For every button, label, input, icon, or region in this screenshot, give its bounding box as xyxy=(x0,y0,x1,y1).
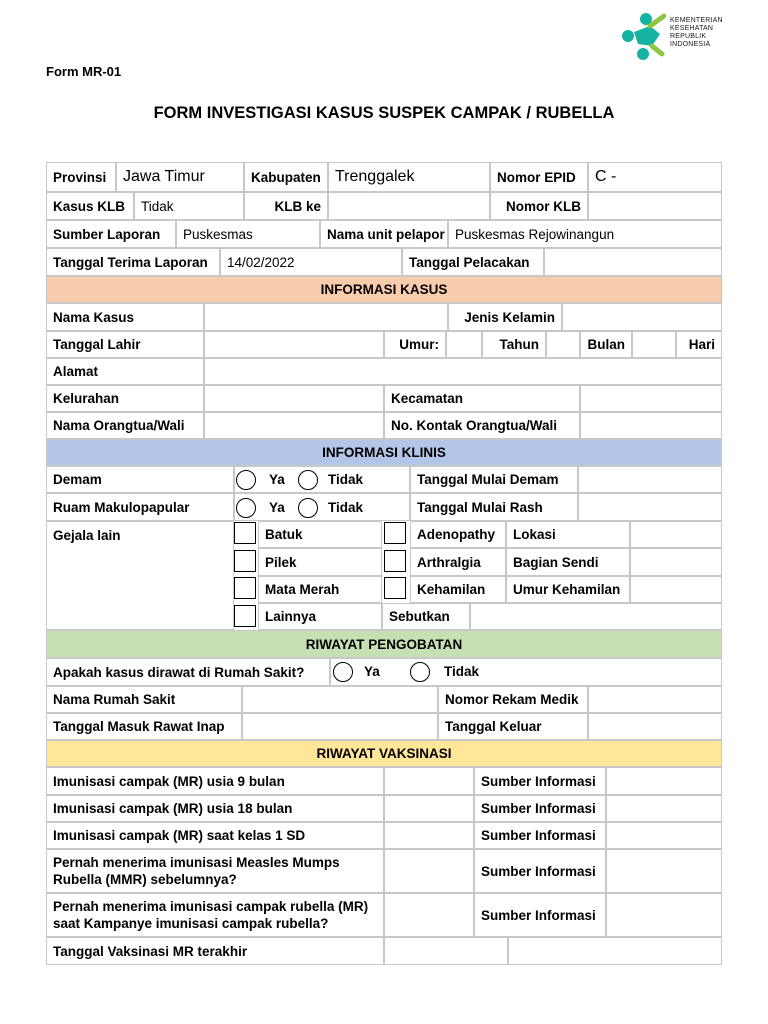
alamat-label: Alamat xyxy=(46,358,204,385)
demam-ya-label: Ya xyxy=(269,472,285,487)
batuk-label: Batuk xyxy=(258,521,382,548)
vaksin-mmr-label: Pernah menerima imunisasi Measles Mumps Rubella (MMR) sebelumnya? xyxy=(46,849,384,893)
orangtua-label: Nama Orangtua/Wali xyxy=(46,412,204,439)
tahun-label: Tahun xyxy=(482,331,546,358)
ruam-ya-label: Ya xyxy=(269,500,285,515)
umur-label: Umur: xyxy=(384,331,446,358)
unit-pelapor-field[interactable]: Puskesmas Rejowinangun xyxy=(448,220,722,248)
pilek-label: Pilek xyxy=(258,548,382,576)
alamat-field[interactable] xyxy=(204,358,722,385)
umur-kehamilan-label: Umur Kehamilan xyxy=(506,576,630,603)
vaksin-kampanye-label: Pernah menerima imunisasi campak rubella (MR) saat Kampanye imunisasi campak rubella? xyxy=(46,893,384,937)
sumber-laporan-field[interactable]: Puskesmas xyxy=(176,220,320,248)
hari-label: Hari xyxy=(676,331,722,358)
ruam-options xyxy=(234,493,410,521)
kabupaten-field[interactable]: Trenggalek xyxy=(328,162,490,192)
nomor-klb-field[interactable] xyxy=(588,192,722,220)
bagian-sendi-label: Bagian Sendi xyxy=(506,548,630,576)
logo-text: KEMENTERIAN KESEHATAN REPUBLIK INDONESIA xyxy=(670,17,723,48)
form-number: Form MR-01 xyxy=(46,64,122,79)
tanggal-lahir-label: Tanggal Lahir xyxy=(46,331,204,358)
dirawat-options xyxy=(330,658,722,686)
sumber-informasi-label: Sumber Informasi xyxy=(474,893,606,937)
kasus-klb-field[interactable]: Tidak xyxy=(134,192,244,220)
vaksin-18-bulan-label: Imunisasi campak (MR) usia 18 bulan xyxy=(46,795,384,822)
jenis-kelamin-field[interactable] xyxy=(562,303,722,331)
tanggal-pelacakan-field[interactable] xyxy=(544,248,722,276)
kecamatan-label: Kecamatan xyxy=(384,385,580,412)
tanggal-masuk-field[interactable] xyxy=(242,713,438,740)
epid-field[interactable]: C - xyxy=(588,162,722,192)
nama-kasus-label: Nama Kasus xyxy=(46,303,204,331)
rekam-medik-label: Nomor Rekam Medik xyxy=(438,686,588,713)
kehamilan-label: Kehamilan xyxy=(410,576,506,603)
mata-merah-checkbox[interactable] xyxy=(234,577,256,599)
mata-merah-label: Mata Merah xyxy=(258,576,382,603)
sumber-informasi-field[interactable] xyxy=(606,795,722,822)
kemenkes-logo xyxy=(620,10,730,62)
vaksin-kampanye-field[interactable] xyxy=(384,893,474,937)
tanggal-pelacakan-label: Tanggal Pelacakan xyxy=(402,248,544,276)
section-riwayat-pengobatan: RIWAYAT PENGOBATAN xyxy=(46,630,722,658)
section-informasi-kasus: INFORMASI KASUS xyxy=(46,276,722,303)
lokasi-field[interactable] xyxy=(630,521,722,548)
kelurahan-field[interactable] xyxy=(204,385,384,412)
page-title: FORM INVESTIGASI KASUS SUSPEK CAMPAK / RUBELLA xyxy=(153,104,615,122)
bulan-label: Bulan xyxy=(580,331,632,358)
ruam-label: Ruam Makulopapular xyxy=(46,493,234,521)
arthralgia-label: Arthralgia xyxy=(410,548,506,576)
sumber-informasi-field[interactable] xyxy=(606,822,722,849)
sumber-informasi-field[interactable] xyxy=(606,767,722,795)
tanggal-keluar-label: Tanggal Keluar xyxy=(438,713,588,740)
adenopathy-label: Adenopathy xyxy=(410,521,506,548)
tanggal-masuk-label: Tanggal Masuk Rawat Inap xyxy=(46,713,242,740)
jenis-kelamin-label: Jenis Kelamin xyxy=(448,303,562,331)
epid-label: Nomor EPID xyxy=(490,162,588,192)
sumber-informasi-field[interactable] xyxy=(606,893,722,937)
vaksin-kelas1-label: Imunisasi campak (MR) saat kelas 1 SD xyxy=(46,822,384,849)
adenopathy-checkbox[interactable] xyxy=(384,522,406,544)
vaksin-mmr-field[interactable] xyxy=(384,849,474,893)
vaksin-9-bulan-field[interactable] xyxy=(384,767,474,795)
lainnya-label: Lainnya xyxy=(258,603,382,630)
tanggal-keluar-field[interactable] xyxy=(588,713,722,740)
ruam-ya-radio[interactable] xyxy=(236,498,256,518)
sumber-laporan-label: Sumber Laporan xyxy=(46,220,176,248)
dirawat-tidak-radio[interactable] xyxy=(410,662,430,682)
umur-kehamilan-field[interactable] xyxy=(630,576,722,603)
orangtua-field[interactable] xyxy=(204,412,384,439)
batuk-checkbox[interactable] xyxy=(234,522,256,544)
kehamilan-checkbox[interactable] xyxy=(384,577,406,599)
umur-tahun-field[interactable] xyxy=(446,331,482,358)
bagian-sendi-field[interactable] xyxy=(630,548,722,576)
mulai-demam-label: Tanggal Mulai Demam xyxy=(410,466,578,493)
arthralgia-checkbox[interactable] xyxy=(384,550,406,572)
ruam-tidak-label: Tidak xyxy=(328,500,364,515)
lainnya-checkbox[interactable] xyxy=(234,605,256,627)
kasus-klb-label: Kasus KLB xyxy=(46,192,134,220)
vaksin-9-bulan-label: Imunisasi campak (MR) usia 9 bulan xyxy=(46,767,384,795)
kecamatan-field[interactable] xyxy=(580,385,722,412)
dirawat-ya-label: Ya xyxy=(364,664,380,679)
sebutkan-field[interactable] xyxy=(470,603,722,630)
gejala-lain-label: Gejala lain xyxy=(46,521,234,630)
kontak-field[interactable] xyxy=(580,412,722,439)
vaksin-18-bulan-field[interactable] xyxy=(384,795,474,822)
vaksin-terakhir-field[interactable] xyxy=(384,937,508,965)
section-riwayat-vaksinasi: RIWAYAT VAKSINASI xyxy=(46,740,722,767)
umur-bulan-field[interactable] xyxy=(546,331,580,358)
pilek-checkbox[interactable] xyxy=(234,550,256,572)
lokasi-label: Lokasi xyxy=(506,521,630,548)
demam-ya-radio[interactable] xyxy=(236,470,256,490)
sumber-informasi-label: Sumber Informasi xyxy=(474,795,606,822)
rekam-medik-field[interactable] xyxy=(588,686,722,713)
kelurahan-label: Kelurahan xyxy=(46,385,204,412)
vaksin-terakhir-label: Tanggal Vaksinasi MR terakhir xyxy=(46,937,384,965)
tanggal-terima-label: Tanggal Terima Laporan xyxy=(46,248,220,276)
kemenkes-emblem-icon xyxy=(620,10,666,62)
tanggal-lahir-field[interactable] xyxy=(204,331,384,358)
klb-ke-field[interactable] xyxy=(328,192,490,220)
ruam-tidak-radio[interactable] xyxy=(298,498,318,518)
demam-label: Demam xyxy=(46,466,234,493)
mulai-demam-field[interactable] xyxy=(578,466,722,493)
provinsi-label: Provinsi xyxy=(46,162,116,192)
nama-rs-field[interactable] xyxy=(242,686,438,713)
nomor-klb-label: Nomor KLB xyxy=(490,192,588,220)
sumber-informasi-label: Sumber Informasi xyxy=(474,822,606,849)
mulai-rash-label: Tanggal Mulai Rash xyxy=(410,493,578,521)
mulai-rash-field[interactable] xyxy=(578,493,722,521)
umur-hari-field[interactable] xyxy=(632,331,676,358)
sumber-informasi-label: Sumber Informasi xyxy=(474,767,606,795)
demam-options xyxy=(234,466,410,493)
vaksin-kelas1-field[interactable] xyxy=(384,822,474,849)
dirawat-ya-radio[interactable] xyxy=(333,662,353,682)
sebutkan-label: Sebutkan xyxy=(382,603,470,630)
dirawat-tidak-label: Tidak xyxy=(444,664,480,679)
section-informasi-klinis: INFORMASI KLINIS xyxy=(46,439,722,466)
kontak-label: No. Kontak Orangtua/Wali xyxy=(384,412,580,439)
provinsi-field[interactable]: Jawa Timur xyxy=(116,162,244,192)
nama-kasus-field[interactable] xyxy=(204,303,448,331)
demam-tidak-radio[interactable] xyxy=(298,470,318,490)
tanggal-terima-field[interactable]: 14/02/2022 xyxy=(220,248,402,276)
kabupaten-label: Kabupaten xyxy=(244,162,328,192)
unit-pelapor-label: Nama unit pelapor xyxy=(320,220,448,248)
sumber-informasi-label: Sumber Informasi xyxy=(474,849,606,893)
vaksin-terakhir-extra[interactable] xyxy=(508,937,722,965)
klb-ke-label: KLB ke xyxy=(244,192,328,220)
sumber-informasi-field[interactable] xyxy=(606,849,722,893)
demam-tidak-label: Tidak xyxy=(328,472,364,487)
dirawat-label: Apakah kasus dirawat di Rumah Sakit? xyxy=(46,658,330,686)
nama-rs-label: Nama Rumah Sakit xyxy=(46,686,242,713)
